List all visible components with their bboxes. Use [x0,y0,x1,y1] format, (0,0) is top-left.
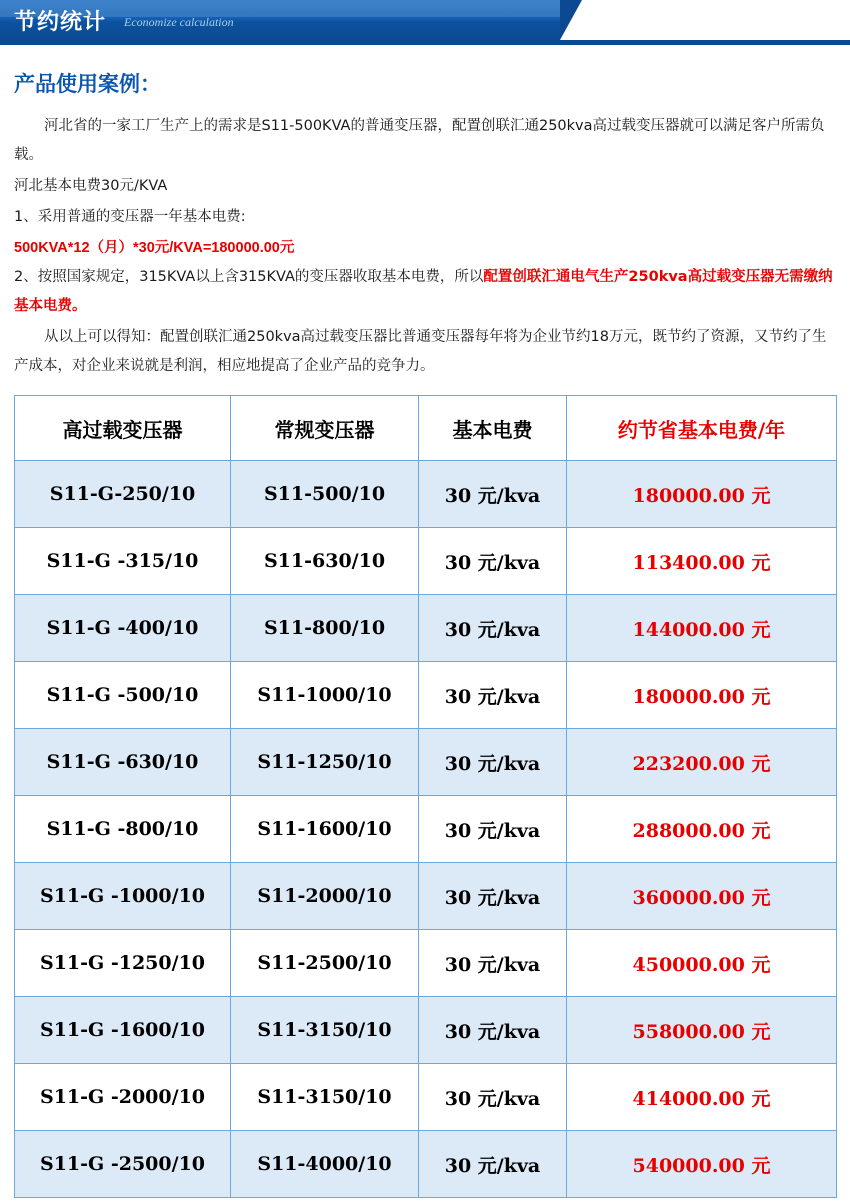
cell-regular: S11-800/10 [231,595,419,662]
savings-table [14,395,837,1198]
cell-annual-saving: 288000.00 元 [567,796,837,863]
item2-prefix: 2、按照国家规定，315KVA以上含315KVA的变压器收取基本电费，所以 [14,269,484,285]
table-row [15,796,837,863]
banner-subtitle: Economize calculation [124,15,234,29]
cell-basic-fee: 30 元/kva [419,729,567,796]
cell-basic-fee: 30 元/kva [419,863,567,930]
item1-label: 1、采用普通的变压器一年基本电费: [14,209,246,225]
cell-regular: S11-1250/10 [231,729,419,796]
item2-highlight: 配置创联汇通电气生产250kva高过载变压器无需缴纳基本电费。 [14,269,833,314]
cell-basic-fee: 30 元/kva [419,1064,567,1131]
cell-annual-saving: 180000.00 元 [567,662,837,729]
cell-regular: S11-3150/10 [231,1064,419,1131]
item2-paragraph [14,263,836,321]
cell-annual-saving: 144000.00 元 [567,595,837,662]
banner-title: 节约统计 [14,10,107,35]
cell-basic-fee: 30 元/kva [419,461,567,528]
cell-annual-saving: 180000.00 元 [567,461,837,528]
table-row [15,1064,837,1131]
cell-high-overload: S11-G -630/10 [15,729,231,796]
page-content [0,68,850,1198]
conclusion-paragraph: 从以上可以得知：配置创联汇通250kva高过载变压器比普通变压器每年将为企业节约18万元，既节约了资源，又节约了生产成本，对企业来说就是利润，相应地提高了企业产品的竞争力。 [14,329,827,374]
cell-regular: S11-1600/10 [231,796,419,863]
page-banner [0,0,850,46]
cell-annual-saving: 113400.00 元 [567,528,837,595]
cell-high-overload: S11-G-250/10 [15,461,231,528]
cell-high-overload: S11-G -400/10 [15,595,231,662]
cell-regular: S11-4000/10 [231,1131,419,1198]
cell-high-overload: S11-G -800/10 [15,796,231,863]
cell-high-overload: S11-G -315/10 [15,528,231,595]
cell-basic-fee: 30 元/kva [419,528,567,595]
cell-basic-fee: 30 元/kva [419,997,567,1064]
table-row [15,528,837,595]
cell-annual-saving: 540000.00 元 [567,1131,837,1198]
table-row [15,863,837,930]
cell-basic-fee: 30 元/kva [419,796,567,863]
item1-formula: 500KVA*12（月）*30元/KVA=180000.00元 [14,240,295,256]
cell-high-overload: S11-G -2000/10 [15,1064,231,1131]
page-title: 产品使用案例： [14,72,161,96]
cell-annual-saving: 360000.00 元 [567,863,837,930]
table-row [15,662,837,729]
header-high-overload: 高过载变压器 [15,396,231,461]
cell-basic-fee: 30 元/kva [419,1131,567,1198]
cell-basic-fee: 30 元/kva [419,930,567,997]
cell-annual-saving: 558000.00 元 [567,997,837,1064]
intro-paragraph: 河北省的一家工厂生产上的需求是S11-500KVA的普通变压器，配置创联汇通250kva高过载变压器就可以满足客户所需负载。 [14,118,825,163]
basic-fee-line: 河北基本电费30元/KVA [14,178,168,194]
cell-regular: S11-2000/10 [231,863,419,930]
cell-regular: S11-500/10 [231,461,419,528]
cell-annual-saving: 450000.00 元 [567,930,837,997]
cell-regular: S11-3150/10 [231,997,419,1064]
cell-high-overload: S11-G -1250/10 [15,930,231,997]
cell-basic-fee: 30 元/kva [419,662,567,729]
table-row [15,729,837,796]
table-row [15,461,837,528]
cell-annual-saving: 414000.00 元 [567,1064,837,1131]
cell-regular: S11-1000/10 [231,662,419,729]
cell-high-overload: S11-G -500/10 [15,662,231,729]
table-row [15,997,837,1064]
header-regular: 常规变压器 [231,396,419,461]
cell-basic-fee: 30 元/kva [419,595,567,662]
banner-underline [0,40,850,45]
cell-regular: S11-630/10 [231,528,419,595]
table-header-row [15,396,837,461]
table-row [15,595,837,662]
cell-high-overload: S11-G -1000/10 [15,863,231,930]
cell-high-overload: S11-G -1600/10 [15,997,231,1064]
cell-annual-saving: 223200.00 元 [567,729,837,796]
table-row [15,1131,837,1198]
header-basic-fee: 基本电费 [419,396,567,461]
cell-regular: S11-2500/10 [231,930,419,997]
table-row [15,930,837,997]
cell-high-overload: S11-G -2500/10 [15,1131,231,1198]
header-annual-saving: 约节省基本电费/年 [567,396,837,461]
